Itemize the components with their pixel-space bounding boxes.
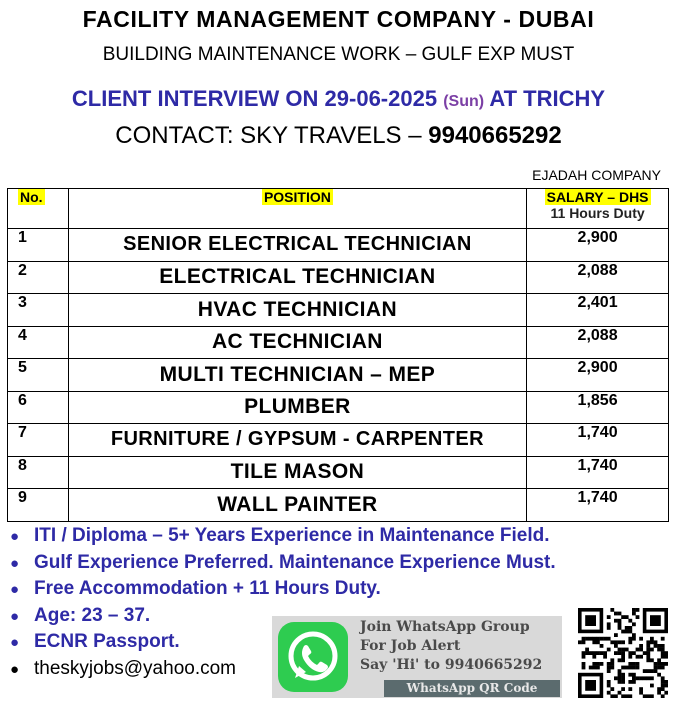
row-number: 9	[8, 489, 69, 522]
contact-prefix: CONTACT: SKY TRAVELS –	[115, 122, 429, 149]
interview-date: 29-06-2025	[324, 86, 438, 111]
row-position: MULTI TECHNICIAN – MEP	[68, 359, 526, 392]
table-header-row	[8, 189, 669, 229]
table-row	[8, 391, 669, 424]
whatsapp-phone-icon	[278, 622, 348, 692]
row-number: 1	[8, 229, 69, 262]
salary-duty-note: 11 Hours Duty	[550, 205, 645, 221]
contact-line	[0, 122, 677, 150]
requirement-text: Gulf Experience Preferred. Maintenance Experience Must.	[34, 551, 556, 573]
row-salary: 1,856	[527, 391, 669, 424]
row-salary: 1,740	[527, 489, 669, 522]
row-number: 5	[8, 359, 69, 392]
interview-suffix: AT TRICHY	[484, 86, 606, 111]
row-salary: 2,088	[527, 326, 669, 359]
row-position: FURNITURE / GYPSUM - CARPENTER	[68, 424, 526, 457]
whatsapp-text	[360, 618, 542, 675]
requirement-text: ITI / Diploma – 5+ Years Experience in Maintenance Field.	[34, 525, 550, 546]
whatsapp-line-2: For Job Alert	[360, 638, 461, 654]
bullet-icon: ●	[10, 581, 20, 598]
requirement-item	[10, 578, 556, 605]
table-row	[8, 359, 669, 392]
row-number: 8	[8, 456, 69, 489]
whatsapp-banner[interactable]	[272, 616, 562, 698]
row-number: 4	[8, 326, 69, 359]
col-salary-header: SALARY – DHS 11 Hours Duty	[527, 189, 669, 229]
row-number: 7	[8, 424, 69, 457]
bullet-icon: ●	[10, 607, 20, 625]
row-salary: 2,900	[527, 359, 669, 392]
table-row	[8, 424, 669, 457]
requirement-text: theskyjobs@yahoo.com	[34, 657, 236, 679]
interview-prefix: CLIENT INTERVIEW ON	[71, 86, 325, 111]
bullet-icon: ●	[10, 554, 20, 572]
row-salary: 1,740	[527, 456, 669, 489]
table-row	[8, 294, 669, 327]
row-number: 3	[8, 294, 69, 327]
bullet-icon: ●	[10, 634, 20, 651]
row-number: 6	[8, 391, 69, 424]
row-position: PLUMBER	[68, 391, 526, 424]
row-position: SENIOR ELECTRICAL TECHNICIAN	[68, 229, 526, 262]
table-row	[8, 261, 669, 294]
col-position-header: POSITION	[68, 189, 526, 229]
row-position: WALL PAINTER	[68, 489, 526, 522]
row-number: 2	[8, 261, 69, 294]
row-position: AC TECHNICIAN	[68, 326, 526, 359]
contact-phone: 9940665292	[428, 122, 562, 149]
row-salary: 2,088	[527, 261, 669, 294]
whatsapp-line-1: Join WhatsApp Group	[360, 619, 530, 635]
row-salary: 2,401	[527, 294, 669, 327]
requirement-item	[10, 525, 556, 552]
interview-line	[0, 86, 677, 112]
row-position: TILE MASON	[68, 456, 526, 489]
row-position: ELECTRICAL TECHNICIAN	[68, 261, 526, 294]
requirement-item	[10, 552, 556, 579]
bullet-icon: ●	[10, 660, 20, 678]
whatsapp-line-3: Say 'Hi' to 9940665292	[360, 657, 543, 673]
requirement-text: Free Accommodation + 11 Hours Duty.	[34, 578, 381, 599]
table-row	[8, 229, 669, 262]
bullet-icon: ●	[10, 528, 20, 545]
row-salary: 1,740	[527, 424, 669, 457]
row-salary: 2,900	[527, 229, 669, 262]
table-row	[8, 489, 669, 522]
requirement-text: Age: 23 – 37.	[34, 604, 151, 626]
company-name: EJADAH COMPANY	[532, 167, 661, 183]
row-position: HVAC TECHNICIAN	[68, 294, 526, 327]
page-title: FACILITY MANAGEMENT COMPANY - DUBAI	[82, 6, 595, 32]
page-subtitle: BUILDING MAINTENANCE WORK – GULF EXP MUST	[102, 44, 575, 65]
requirement-text: ECNR Passport.	[34, 631, 180, 652]
interview-day: (Sun)	[443, 93, 485, 110]
qr-code-icon[interactable]	[578, 608, 668, 698]
table-row	[8, 326, 669, 359]
whatsapp-qr-caption: WhatsApp QR Code	[384, 680, 560, 697]
positions-table	[7, 188, 669, 522]
table-row	[8, 456, 669, 489]
col-no-header: No.	[8, 189, 69, 229]
